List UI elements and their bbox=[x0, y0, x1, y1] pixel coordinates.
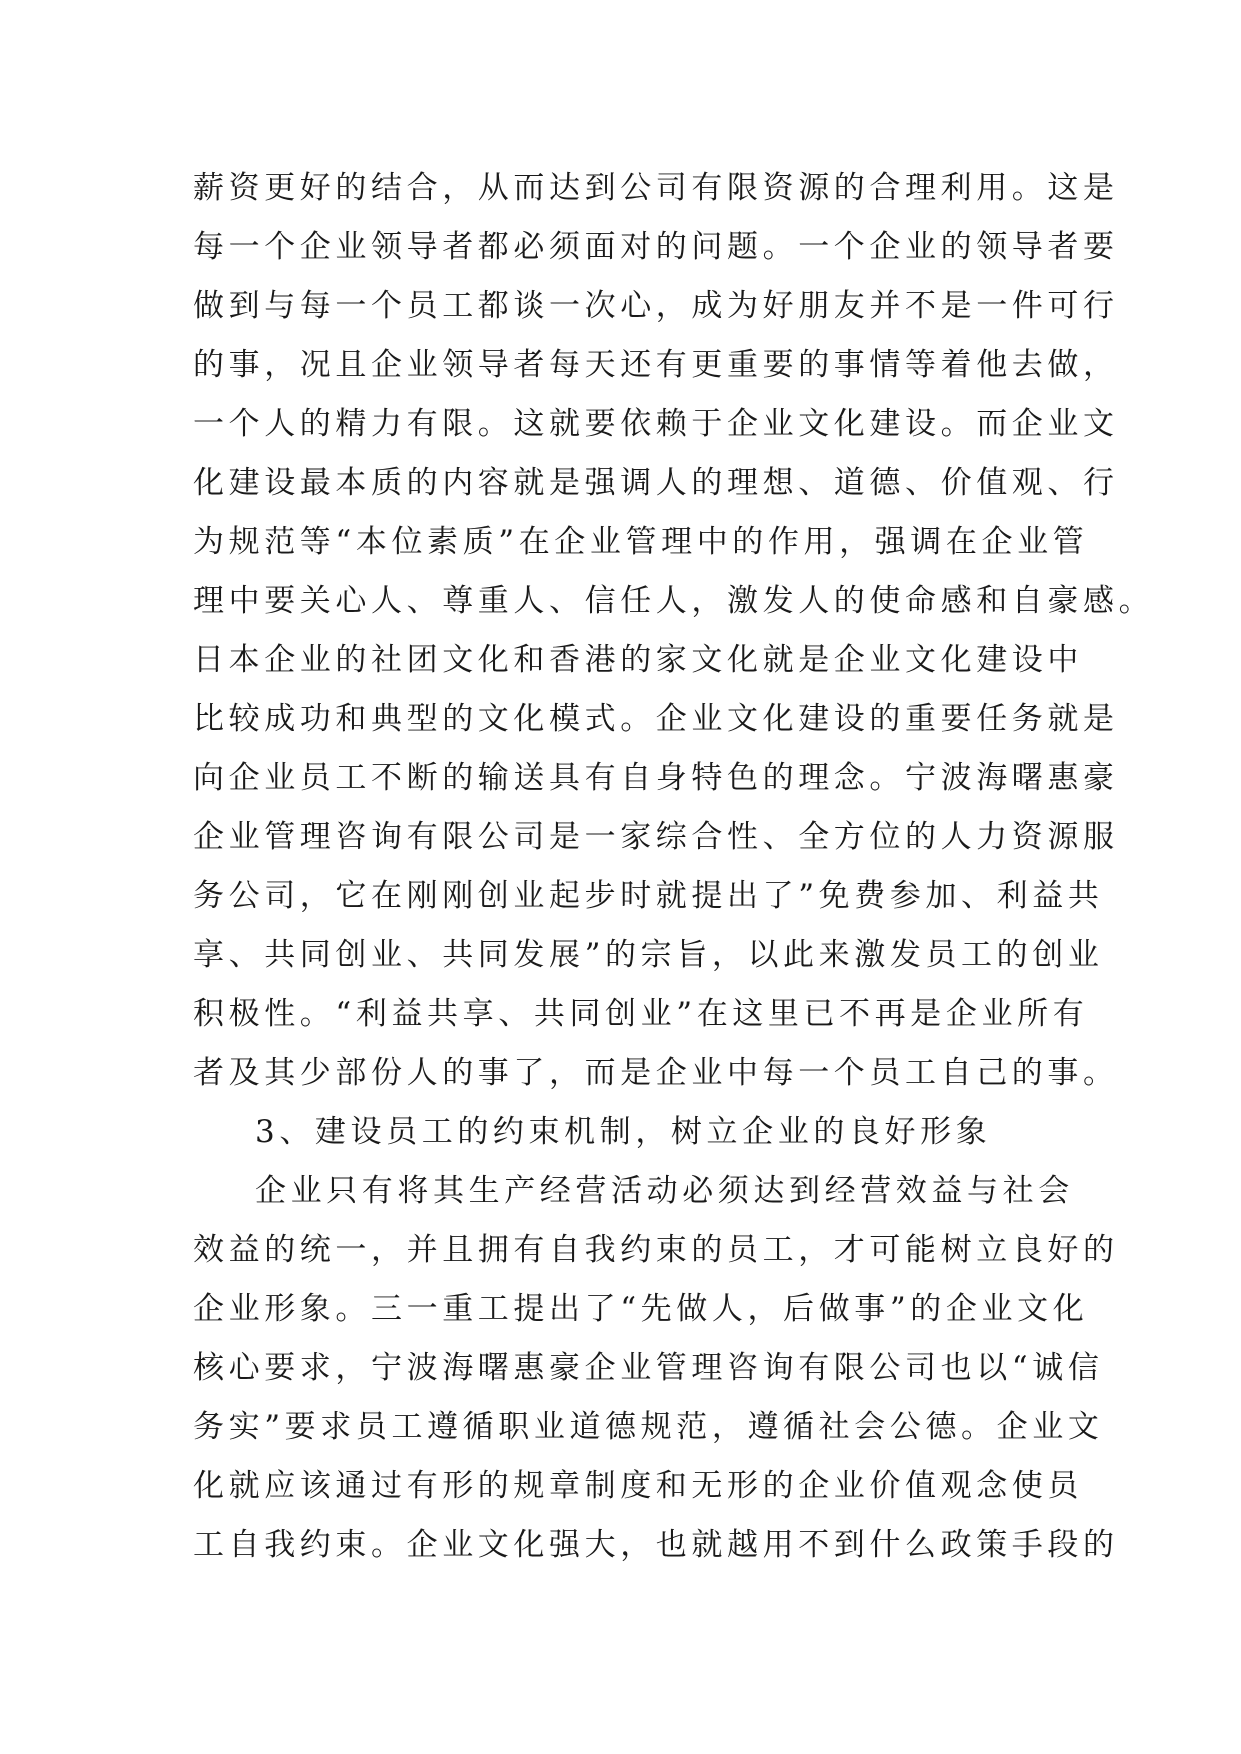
text-line: 企业形象。三一重工提出了“先做人，后做事”的企业文化 bbox=[193, 1291, 1089, 1327]
text-line: 者及其少部份人的事了，而是企业中每一个员工自己的事。 bbox=[193, 1055, 1119, 1091]
text-line: 日本企业的社团文化和香港的家文化就是企业文化建设中 bbox=[193, 642, 1083, 678]
text-line: 为规范等“本位素质”在企业管理中的作用，强调在企业管 bbox=[193, 524, 1089, 560]
text-line: 理中要关心人、尊重人、信任人，激发人的使命感和自豪感。 bbox=[193, 583, 1155, 619]
text-line: 核心要求，宁波海曙惠豪企业管理咨询有限公司也以“诚信 bbox=[193, 1350, 1104, 1386]
text-line: 化建设最本质的内容就是强调人的理想、道德、价值观、行 bbox=[193, 465, 1119, 501]
text-line: 享、共同创业、共同发展”的宗旨，以此来激发员工的创业 bbox=[193, 937, 1104, 973]
body-text bbox=[193, 159, 1155, 1575]
text-line: 积极性。“利益共享、共同创业”在这里已不再是企业所有 bbox=[193, 996, 1089, 1032]
text-line: 企业管理咨询有限公司是一家综合性、全方位的人力资源服 bbox=[193, 819, 1119, 855]
text-line: 效益的统一，并且拥有自我约束的员工，才可能树立良好的 bbox=[193, 1232, 1119, 1268]
text-line: 向企业员工不断的输送具有自身特色的理念。宁波海曙惠豪 bbox=[193, 760, 1119, 796]
text-line: 企业只有将其生产经营活动必须达到经营效益与社会 bbox=[255, 1173, 1074, 1209]
text-line: 薪资更好的结合，从而达到公司有限资源的合理利用。这是 bbox=[193, 170, 1119, 206]
text-line: 工自我约束。企业文化强大，也就越用不到什么政策手段的 bbox=[193, 1527, 1119, 1563]
text-line: 的事，况且企业领导者每天还有更重要的事情等着他去做， bbox=[193, 347, 1119, 383]
text-line: 务公司，它在刚刚创业起步时就提出了”免费参加、利益共 bbox=[193, 878, 1104, 914]
text-line: 务实”要求员工遵循职业道德规范，遵循社会公德。企业文 bbox=[193, 1409, 1104, 1445]
text-line: 每一个企业领导者都必须面对的问题。一个企业的领导者要 bbox=[193, 229, 1119, 265]
text-line: 做到与每一个员工都谈一次心，成为好朋友并不是一件可行 bbox=[193, 288, 1119, 324]
text-line: 化就应该通过有形的规章制度和无形的企业价值观念使员 bbox=[193, 1468, 1083, 1504]
text-line: 一个人的精力有限。这就要依赖于企业文化建设。而企业文 bbox=[193, 406, 1119, 442]
section-heading: 3、建设员工的约束机制，树立企业的良好形象 bbox=[255, 1114, 992, 1150]
text-line: 比较成功和典型的文化模式。企业文化建设的重要任务就是 bbox=[193, 701, 1119, 737]
